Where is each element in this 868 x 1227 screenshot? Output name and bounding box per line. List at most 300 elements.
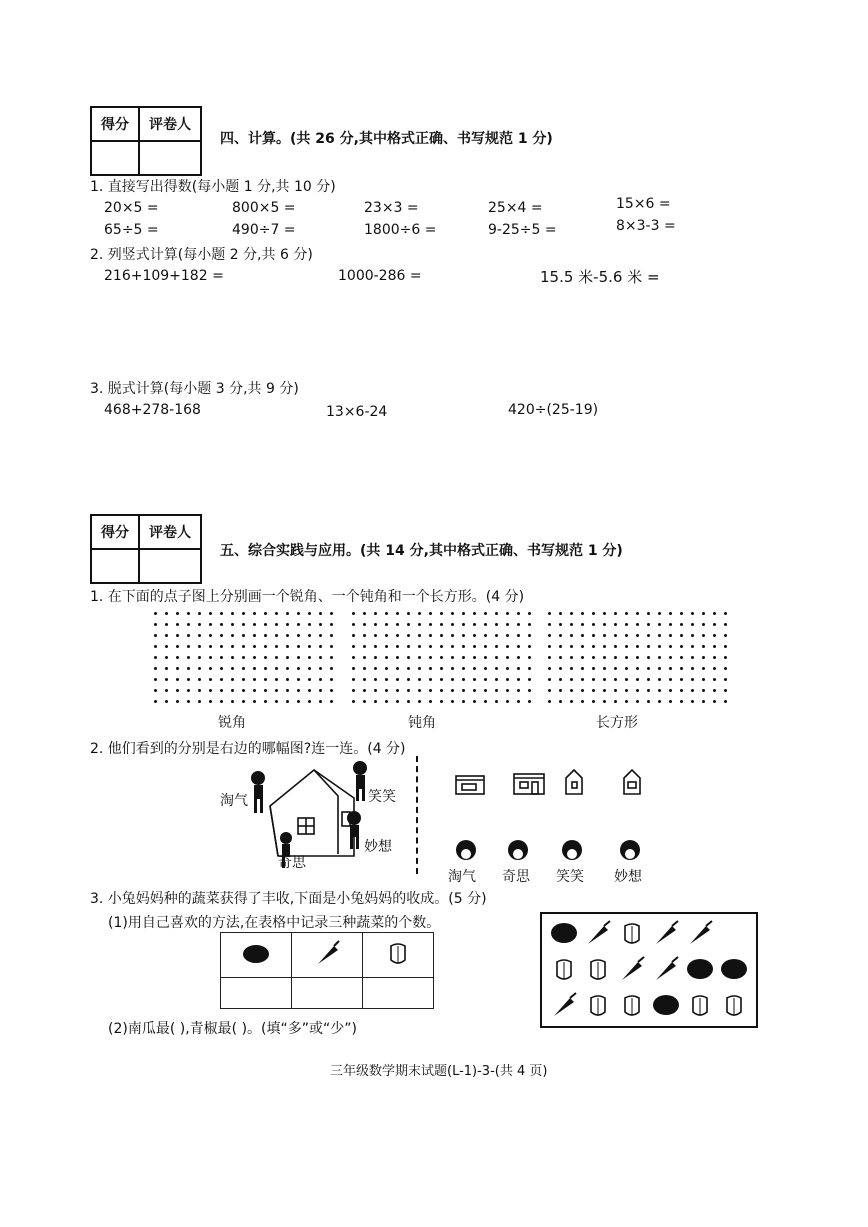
grid-dot bbox=[713, 667, 716, 670]
pumpkin-count-cell[interactable] bbox=[221, 978, 292, 1009]
grid-dot bbox=[548, 656, 551, 659]
grid-dot bbox=[297, 634, 300, 637]
grid-dot bbox=[713, 645, 716, 648]
grid-dot bbox=[669, 656, 672, 659]
grid-dot bbox=[636, 645, 639, 648]
harvest-picture bbox=[540, 912, 758, 1028]
grid-dot bbox=[669, 667, 672, 670]
grid-dot bbox=[330, 678, 333, 681]
grid-dot bbox=[319, 678, 322, 681]
grid-dot bbox=[418, 689, 421, 692]
grid-dot bbox=[570, 689, 573, 692]
grid-dot bbox=[592, 634, 595, 637]
grid-dot bbox=[286, 623, 289, 626]
grid-dot bbox=[473, 656, 476, 659]
grid-dot bbox=[220, 612, 223, 615]
grid-dot bbox=[724, 678, 727, 681]
grid-dot bbox=[363, 700, 366, 703]
grid-dot bbox=[484, 667, 487, 670]
grid-dot bbox=[658, 678, 661, 681]
grid-dot bbox=[165, 689, 168, 692]
grid-dot bbox=[603, 634, 606, 637]
grid-dot bbox=[647, 689, 650, 692]
grid-dot bbox=[603, 645, 606, 648]
grid-dot bbox=[462, 667, 465, 670]
grid-dot bbox=[220, 623, 223, 626]
grid-dot bbox=[647, 667, 650, 670]
grid-dot bbox=[231, 678, 234, 681]
section5-title: 五、综合实践与应用。(共 14 分,其中格式正确、书写规范 1 分) bbox=[220, 543, 623, 559]
grid-dot bbox=[209, 678, 212, 681]
grid-dot bbox=[352, 667, 355, 670]
grid-dot bbox=[176, 656, 179, 659]
grid-dot bbox=[484, 656, 487, 659]
grid-dot bbox=[385, 700, 388, 703]
grid-dot bbox=[396, 634, 399, 637]
grid-dot bbox=[636, 700, 639, 703]
grid-dot bbox=[517, 678, 520, 681]
pumpkin-icon bbox=[652, 992, 680, 1018]
grid-dot bbox=[462, 645, 465, 648]
label-rectangle: 长方形 bbox=[596, 715, 638, 731]
grid-dot bbox=[713, 656, 716, 659]
grid-dot bbox=[548, 612, 551, 615]
grid-dot bbox=[506, 612, 509, 615]
grid-dot bbox=[691, 623, 694, 626]
grid-dot bbox=[669, 645, 672, 648]
grid-dot bbox=[396, 645, 399, 648]
grid-dot bbox=[548, 667, 551, 670]
grid-dot bbox=[220, 645, 223, 648]
grid-dot bbox=[702, 623, 705, 626]
grid-dot bbox=[176, 667, 179, 670]
grid-dot bbox=[548, 634, 551, 637]
grid-dot bbox=[220, 667, 223, 670]
grid-dot bbox=[253, 634, 256, 637]
grid-dot bbox=[264, 623, 267, 626]
grid-dot bbox=[385, 656, 388, 659]
grid-dot bbox=[253, 623, 256, 626]
grid-dot bbox=[286, 612, 289, 615]
grid-dot bbox=[440, 689, 443, 692]
grid-dot bbox=[231, 645, 234, 648]
grid-dot bbox=[308, 634, 311, 637]
grid-dot bbox=[528, 700, 531, 703]
grid-dot bbox=[374, 689, 377, 692]
grid-dot bbox=[242, 612, 245, 615]
grid-dot bbox=[724, 645, 727, 648]
grid-dot bbox=[264, 689, 267, 692]
grid-dot bbox=[658, 612, 661, 615]
grid-dot bbox=[319, 612, 322, 615]
grid-dot bbox=[658, 645, 661, 648]
grid-dot bbox=[407, 656, 410, 659]
grid-dot bbox=[319, 634, 322, 637]
pepper-count-cell[interactable] bbox=[363, 978, 434, 1009]
grid-dot bbox=[603, 689, 606, 692]
grid-dot bbox=[484, 689, 487, 692]
grid-dot bbox=[352, 623, 355, 626]
grid-dot bbox=[625, 645, 628, 648]
grid-dot bbox=[614, 634, 617, 637]
grid-dot bbox=[680, 689, 683, 692]
grid-dot bbox=[418, 634, 421, 637]
grid-dot bbox=[176, 634, 179, 637]
grid-dot bbox=[308, 689, 311, 692]
grid-dot bbox=[319, 667, 322, 670]
grid-dot bbox=[308, 656, 311, 659]
grid-dot bbox=[484, 612, 487, 615]
grid-dot bbox=[286, 678, 289, 681]
grid-dot bbox=[451, 634, 454, 637]
grid-dot bbox=[308, 645, 311, 648]
grid-dot bbox=[319, 645, 322, 648]
grid-dot bbox=[231, 623, 234, 626]
grid-dot bbox=[614, 645, 617, 648]
score-cell[interactable] bbox=[91, 141, 139, 175]
grid-dot bbox=[581, 645, 584, 648]
grid-dot bbox=[352, 645, 355, 648]
grid-dot bbox=[176, 689, 179, 692]
grid-dot bbox=[418, 678, 421, 681]
grid-dot bbox=[275, 645, 278, 648]
grid-dot bbox=[330, 645, 333, 648]
grid-dot bbox=[669, 623, 672, 626]
grid-dot bbox=[614, 689, 617, 692]
grid-dot bbox=[363, 656, 366, 659]
grid-dot bbox=[603, 656, 606, 659]
grid-dot bbox=[570, 634, 573, 637]
grid-dot bbox=[286, 634, 289, 637]
q3-item: 468+278-168 bbox=[104, 402, 201, 418]
grid-dot bbox=[625, 656, 628, 659]
grid-dot bbox=[231, 634, 234, 637]
grid-dot bbox=[702, 634, 705, 637]
grid-dot bbox=[209, 689, 212, 692]
grid-dot bbox=[440, 667, 443, 670]
grid-dot bbox=[462, 689, 465, 692]
score-cell[interactable] bbox=[91, 549, 139, 583]
grid-dot bbox=[506, 667, 509, 670]
grid-dot bbox=[187, 634, 190, 637]
dot-grid-acute[interactable] bbox=[154, 612, 340, 704]
grid-dot bbox=[429, 678, 432, 681]
grid-dot bbox=[680, 678, 683, 681]
grid-dot bbox=[680, 612, 683, 615]
pepper-icon bbox=[584, 956, 612, 982]
grid-dot bbox=[669, 689, 672, 692]
score-label: 得分 bbox=[91, 515, 139, 549]
pepper-icon bbox=[686, 992, 714, 1018]
q2-item: 15.5 米-5.6 米 = bbox=[540, 268, 660, 286]
grid-dot bbox=[495, 667, 498, 670]
grid-dot bbox=[253, 667, 256, 670]
grid-dot bbox=[451, 623, 454, 626]
grid-dot bbox=[724, 634, 727, 637]
grid-dot bbox=[385, 612, 388, 615]
pumpkin-icon bbox=[686, 956, 714, 982]
grid-dot bbox=[506, 645, 509, 648]
grid-dot bbox=[559, 623, 562, 626]
grid-dot bbox=[592, 612, 595, 615]
grid-dot bbox=[559, 678, 562, 681]
grid-dot bbox=[625, 689, 628, 692]
grid-dot bbox=[429, 689, 432, 692]
grid-dot bbox=[713, 623, 716, 626]
grid-dot bbox=[231, 700, 234, 703]
grid-dot bbox=[484, 645, 487, 648]
grid-dot bbox=[154, 656, 157, 659]
grid-dot bbox=[165, 623, 168, 626]
grid-dot bbox=[691, 700, 694, 703]
grid-dot bbox=[363, 667, 366, 670]
grid-dot bbox=[559, 667, 562, 670]
grid-dot bbox=[154, 612, 157, 615]
grid-dot bbox=[680, 667, 683, 670]
q1-item: 20×5 = bbox=[104, 200, 159, 216]
carrot-icon bbox=[686, 920, 714, 946]
grid-dot bbox=[231, 667, 234, 670]
grid-dot bbox=[713, 634, 716, 637]
grid-dot bbox=[352, 689, 355, 692]
grid-dot bbox=[462, 612, 465, 615]
grid-dot bbox=[209, 667, 212, 670]
kid-name-miaoxiang: 妙想 bbox=[614, 869, 642, 885]
grid-dot bbox=[363, 645, 366, 648]
grid-dot bbox=[506, 634, 509, 637]
grid-dot bbox=[724, 667, 727, 670]
grid-dot bbox=[506, 678, 509, 681]
grid-dot bbox=[528, 667, 531, 670]
grid-dot bbox=[165, 700, 168, 703]
grid-dot bbox=[636, 667, 639, 670]
grid-dot bbox=[484, 623, 487, 626]
grid-dot bbox=[658, 623, 661, 626]
grid-dot bbox=[484, 678, 487, 681]
grid-dot bbox=[264, 667, 267, 670]
grid-dot bbox=[154, 634, 157, 637]
grid-dot bbox=[319, 656, 322, 659]
grid-dot bbox=[570, 612, 573, 615]
grid-dot bbox=[363, 612, 366, 615]
grid-dot bbox=[198, 634, 201, 637]
grid-dot bbox=[658, 700, 661, 703]
grid-dot bbox=[473, 612, 476, 615]
grid-dot bbox=[308, 612, 311, 615]
grid-dot bbox=[330, 634, 333, 637]
grid-dot bbox=[658, 667, 661, 670]
q2-item: 1000-286 = bbox=[338, 268, 422, 284]
grid-dot bbox=[264, 634, 267, 637]
grid-dot bbox=[517, 612, 520, 615]
grid-dot bbox=[297, 667, 300, 670]
grid-dot bbox=[495, 623, 498, 626]
grid-dot bbox=[506, 623, 509, 626]
carrot-icon bbox=[652, 920, 680, 946]
grid-dot bbox=[363, 689, 366, 692]
grid-dot bbox=[548, 678, 551, 681]
grid-dot bbox=[275, 667, 278, 670]
grid-dot bbox=[253, 678, 256, 681]
grid-dot bbox=[429, 634, 432, 637]
grid-dot bbox=[407, 645, 410, 648]
grid-dot bbox=[592, 623, 595, 626]
carrot-icon bbox=[584, 920, 612, 946]
grid-dot bbox=[724, 700, 727, 703]
grid-dot bbox=[592, 667, 595, 670]
kid-name-taoqi: 淘气 bbox=[448, 869, 476, 885]
grid-dot bbox=[374, 623, 377, 626]
grid-dot bbox=[713, 689, 716, 692]
grid-dot bbox=[176, 700, 179, 703]
dot-grid-rectangle[interactable] bbox=[548, 612, 734, 704]
scene-name-miaoxiang: 妙想 bbox=[364, 839, 392, 855]
grid-dot bbox=[187, 623, 190, 626]
grid-dot bbox=[220, 700, 223, 703]
grid-dot bbox=[297, 612, 300, 615]
grid-dot bbox=[570, 656, 573, 659]
grid-dot bbox=[187, 612, 190, 615]
grid-dot bbox=[603, 667, 606, 670]
q1-item: 65÷5 = bbox=[104, 222, 159, 238]
score-label: 得分 bbox=[91, 107, 139, 141]
grid-dot bbox=[385, 678, 388, 681]
grid-dot bbox=[625, 667, 628, 670]
grid-dot bbox=[680, 656, 683, 659]
grid-dot bbox=[636, 678, 639, 681]
grid-dot bbox=[154, 623, 157, 626]
grid-dot bbox=[429, 645, 432, 648]
grid-dot bbox=[209, 623, 212, 626]
grid-dot bbox=[702, 689, 705, 692]
grid-dot bbox=[451, 645, 454, 648]
grid-dot bbox=[330, 700, 333, 703]
grid-dot bbox=[614, 623, 617, 626]
grid-dot bbox=[614, 667, 617, 670]
label-obtuse: 钝角 bbox=[408, 715, 436, 731]
grid-dot bbox=[231, 656, 234, 659]
dot-grid-obtuse[interactable] bbox=[352, 612, 538, 704]
grid-dot bbox=[165, 645, 168, 648]
q1-item: 490÷7 = bbox=[232, 222, 296, 238]
grader-label: 评卷人 bbox=[139, 515, 201, 549]
grid-dot bbox=[636, 656, 639, 659]
grid-dot bbox=[658, 634, 661, 637]
grid-dot bbox=[702, 656, 705, 659]
grid-dot bbox=[451, 678, 454, 681]
grid-dot bbox=[592, 678, 595, 681]
grid-dot bbox=[198, 667, 201, 670]
grid-dot bbox=[603, 612, 606, 615]
grid-dot bbox=[614, 678, 617, 681]
q1-item: 23×3 = bbox=[364, 200, 419, 216]
grid-dot bbox=[242, 623, 245, 626]
grid-dot bbox=[713, 700, 716, 703]
grid-dot bbox=[440, 700, 443, 703]
grid-dot bbox=[374, 700, 377, 703]
grid-dot bbox=[407, 634, 410, 637]
grid-dot bbox=[242, 678, 245, 681]
grid-dot bbox=[528, 623, 531, 626]
grid-dot bbox=[462, 623, 465, 626]
grid-dot bbox=[242, 700, 245, 703]
grid-dot bbox=[330, 623, 333, 626]
grader-cell[interactable] bbox=[139, 141, 201, 175]
grid-dot bbox=[440, 623, 443, 626]
carrot-icon bbox=[292, 933, 363, 978]
grid-dot bbox=[176, 678, 179, 681]
grid-dot bbox=[385, 623, 388, 626]
grid-dot bbox=[473, 634, 476, 637]
grid-dot bbox=[176, 612, 179, 615]
grid-dot bbox=[429, 667, 432, 670]
grid-dot bbox=[528, 645, 531, 648]
grid-dot bbox=[528, 656, 531, 659]
page-footer: 三年级数学期末试题(L-1)-3-(共 4 页) bbox=[330, 1064, 548, 1079]
grid-dot bbox=[396, 656, 399, 659]
grid-dot bbox=[713, 678, 716, 681]
grid-dot bbox=[517, 667, 520, 670]
kid-name-qisi: 奇思 bbox=[502, 869, 530, 885]
grid-dot bbox=[570, 645, 573, 648]
q2-title: 2. 列竖式计算(每小题 2 分,共 6 分) bbox=[90, 247, 313, 263]
carrot-icon bbox=[550, 992, 578, 1018]
kids-faces bbox=[452, 836, 652, 866]
grid-dot bbox=[636, 689, 639, 692]
grid-dot bbox=[495, 700, 498, 703]
grid-dot bbox=[198, 645, 201, 648]
grid-dot bbox=[264, 645, 267, 648]
grid-dot bbox=[517, 623, 520, 626]
grid-dot bbox=[592, 645, 595, 648]
grid-dot bbox=[198, 623, 201, 626]
grid-dot bbox=[658, 656, 661, 659]
grid-dot bbox=[680, 634, 683, 637]
grid-dot bbox=[559, 700, 562, 703]
grid-dot bbox=[275, 700, 278, 703]
grid-dot bbox=[165, 656, 168, 659]
grid-dot bbox=[451, 700, 454, 703]
scene-name-xiaoxiao: 笑笑 bbox=[368, 789, 396, 805]
grid-dot bbox=[275, 678, 278, 681]
grid-dot bbox=[517, 689, 520, 692]
grid-dot bbox=[528, 634, 531, 637]
grid-dot bbox=[242, 634, 245, 637]
grid-dot bbox=[647, 656, 650, 659]
carrot-count-cell[interactable] bbox=[292, 978, 363, 1009]
grid-dot bbox=[440, 612, 443, 615]
grader-cell[interactable] bbox=[139, 549, 201, 583]
pepper-icon bbox=[618, 920, 646, 946]
grid-dot bbox=[581, 700, 584, 703]
grid-dot bbox=[473, 689, 476, 692]
grid-dot bbox=[385, 667, 388, 670]
grid-dot bbox=[275, 689, 278, 692]
grid-dot bbox=[581, 634, 584, 637]
grid-dot bbox=[209, 612, 212, 615]
grid-dot bbox=[592, 689, 595, 692]
grid-dot bbox=[570, 678, 573, 681]
grid-dot bbox=[297, 645, 300, 648]
grid-dot bbox=[625, 700, 628, 703]
grid-dot bbox=[603, 678, 606, 681]
grid-dot bbox=[253, 700, 256, 703]
grid-dot bbox=[713, 612, 716, 615]
grid-dot bbox=[581, 678, 584, 681]
grid-dot bbox=[297, 689, 300, 692]
grid-dot bbox=[669, 700, 672, 703]
s5-q3-title: 3. 小兔妈妈种的蔬菜获得了丰收,下面是小兔妈妈的收成。(5 分) bbox=[90, 891, 487, 907]
